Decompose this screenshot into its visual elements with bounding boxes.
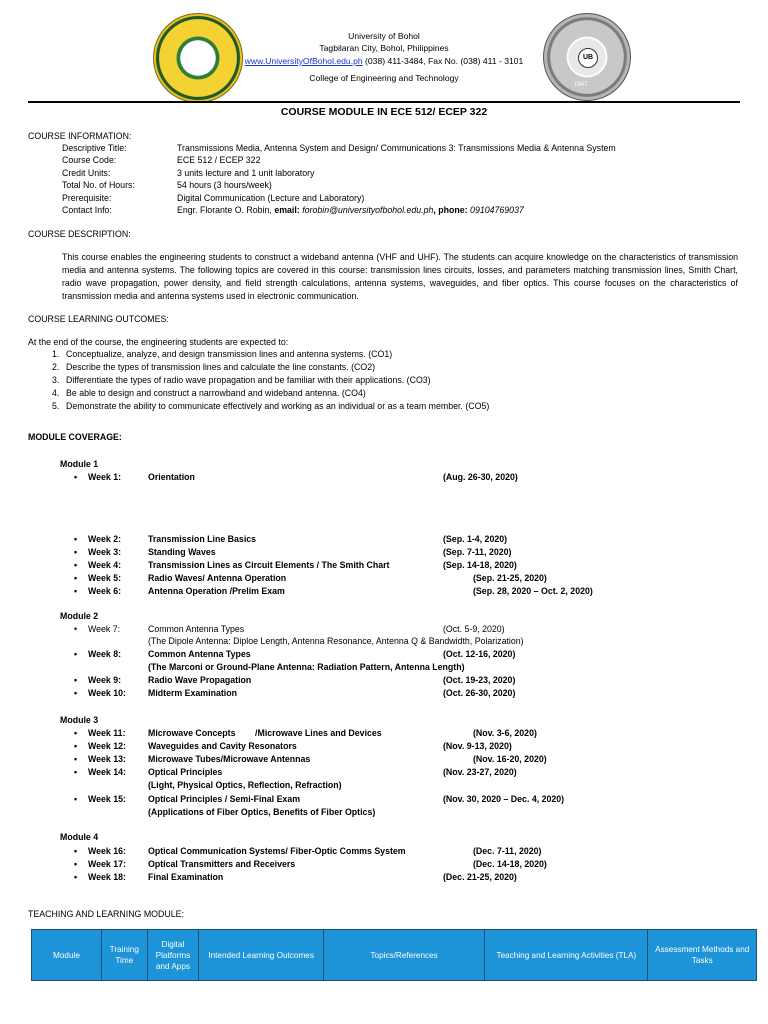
info-value: Transmissions Media, Antenna System and Design/ Communications 3: Transmissions Media & Antenna System [177, 143, 616, 153]
column-header: Training Time [101, 930, 147, 981]
course-description-text: This course enables the engineering students to construct a wideband antenna (VHF and UHF). The students can acquire knowledge on the characteristics of transmission media and antenna systems. The following topics are covered in this course: transmission lines circuits, losses, and parameters matching transmission lines, Smith Chart, radio wave propagation, power density, and field strength calculations, antenna systems, waveguides, and fiber optics. This course focuses on the characteristics of transmission media and antenna systems used in electronic communication. [62, 252, 738, 301]
week-topic: Optical Transmitters and Receivers [148, 859, 296, 869]
week-topic: Radio Wave Propagation [148, 675, 252, 685]
week-label: Week 15: [88, 794, 126, 804]
column-header: Assessment Methods and Tasks [648, 930, 757, 981]
bullet: • [74, 547, 78, 557]
week-label: Week 1: [88, 472, 122, 482]
bullet: • [74, 649, 78, 659]
week-date: (Sep. 7-11, 2020) [443, 547, 512, 557]
week-topic: Common Antenna Types [148, 624, 245, 634]
week-label: Week 8: [88, 649, 122, 659]
bullet: • [74, 872, 78, 882]
module-label: Module 3 [60, 715, 99, 725]
outcome-text: Describe the types of transmission lines and calculate the line constants. (CO2) [66, 362, 376, 372]
bullet: • [74, 846, 78, 856]
contact-value [177, 204, 524, 217]
week-label: Week 3: [88, 547, 122, 557]
outcome-item [52, 348, 752, 361]
week-topic: Optical Communication Systems/ Fiber-Optic Comms System [148, 846, 406, 856]
week-subtopic: (The Dipole Antenna: Diploe Length, Antenna Resonance, Antenna Q & Bandwidth, Polarization) [148, 636, 524, 646]
bullet: • [74, 534, 78, 544]
outcome-text: Conceptualize, analyze, and design transmission lines and antenna systems. (CO1) [66, 349, 393, 359]
week-topic: Transmission Line Basics [148, 534, 257, 544]
contact-line [0, 55, 768, 67]
week-label: Week 17: [88, 859, 126, 869]
week-date: (Sep. 1-4, 2020) [443, 534, 508, 544]
week-subtopic: (The Marconi or Ground-Plane Antenna: Radiation Pattern, Antenna Length) [148, 662, 465, 672]
phone-numbers: (038) 411-3484, Fax No. (038) 411 - 3101 [362, 55, 524, 66]
column-header: Topics/References [324, 930, 485, 981]
learning-outcomes-intro: At the end of the course, the engineering students are expected to: [28, 337, 289, 347]
week-label: Week 5: [88, 573, 122, 583]
bullet: • [74, 767, 78, 777]
week-topic: Transmission Lines as Circuit Elements / The Smith Chart [148, 560, 390, 570]
info-value: Digital Communication (Lecture and Laboratory) [177, 192, 365, 203]
bullet: • [74, 794, 78, 804]
week-date: (Dec. 14-18, 2020) [473, 859, 547, 869]
header-divider [28, 101, 740, 103]
phone-label: , phone: [433, 205, 471, 215]
info-key: Credit Units: [62, 167, 111, 178]
week-date: (Sep. 14-18, 2020) [443, 560, 517, 570]
bullet: • [74, 741, 78, 751]
week-topic: Microwave Concepts /Microwave Lines and Devices [148, 728, 382, 738]
info-value: 54 hours (3 hours/week) [177, 180, 272, 191]
table-header-row [32, 930, 757, 981]
university-address: Tagbilaran City, Bohol, Philippines [319, 43, 449, 54]
info-key: Contact Info: [62, 205, 112, 215]
info-key: Total No. of Hours: [62, 180, 135, 191]
week-label: Week 6: [88, 586, 122, 596]
seal-ub-text: UB [578, 48, 598, 68]
week-date: (Nov. 3-6, 2020) [473, 728, 537, 738]
outcome-number: 4. [52, 388, 60, 398]
info-key: Prerequisite: [62, 192, 112, 203]
week-topic: Optical Principles [148, 767, 223, 777]
college-name: College of Engineering and Technology [309, 73, 459, 84]
week-topic: Antenna Operation /Prelim Exam [148, 586, 285, 596]
week-subtopic: (Light, Physical Optics, Reflection, Refraction) [148, 780, 342, 790]
bullet: • [74, 675, 78, 685]
email-label: email: [274, 205, 303, 215]
week-date: (Nov. 23-27, 2020) [443, 767, 517, 777]
contact-name: Engr. Florante O. Robin, [177, 205, 275, 215]
week-topic: Standing Waves [148, 547, 216, 557]
outcome-item [52, 400, 752, 413]
outcome-item [52, 387, 752, 400]
outcome-text: Be able to design and construct a narrowband and wideband antenna. (CO4) [66, 388, 366, 398]
week-date: (Nov. 16-20, 2020) [473, 754, 547, 764]
week-date: (Aug. 26-30, 2020) [443, 472, 518, 482]
page-title: COURSE MODULE IN ECE 512/ ECEP 322 [280, 106, 488, 118]
week-label: Week 2: [88, 534, 122, 544]
outcome-text: Demonstrate the ability to communicate effectively and working as an individual or as a team member. (CO5) [66, 401, 490, 411]
week-topic: Midterm Examination [148, 688, 237, 698]
module-label: Module 2 [60, 611, 99, 621]
week-topic: Orientation [148, 472, 195, 482]
week-label: Week 10: [88, 688, 126, 698]
week-label: Week 14: [88, 767, 126, 777]
outcome-item [52, 374, 752, 387]
bullet: • [74, 586, 78, 596]
column-header: Module [32, 930, 102, 981]
week-label: Week 7: [88, 624, 121, 634]
week-date: (Nov. 30, 2020 – Dec. 4, 2020) [443, 794, 565, 804]
learning-outcomes-list [52, 348, 752, 413]
info-key: Descriptive Title: [62, 143, 127, 153]
week-label: Week 4: [88, 560, 122, 570]
week-label: Week 12: [88, 741, 126, 751]
week-date: (Oct. 26-30, 2020) [443, 688, 516, 698]
contact-phone: 09104769037 [470, 205, 524, 215]
column-header: Digital Platforms and Apps [147, 930, 199, 981]
week-date: (Sep. 21-25, 2020) [473, 573, 547, 583]
university-name: University of Bohol [348, 31, 420, 41]
week-date: (Nov. 9-13, 2020) [443, 741, 512, 751]
course-info-heading: COURSE INFORMATION: [28, 131, 132, 141]
bullet: • [74, 728, 78, 738]
week-label: Week 11: [88, 728, 126, 738]
module-label: Module 4 [60, 832, 99, 842]
week-topic: Optical Principles / Semi-Final Exam [148, 794, 301, 804]
letterhead [0, 30, 768, 85]
week-date: (Dec. 7-11, 2020) [473, 846, 542, 856]
week-topic: Microwave Tubes/Microwave Antennas [148, 754, 311, 764]
week-label: Week 18: [88, 872, 126, 882]
week-date: (Sep. 28, 2020 – Oct. 2, 2020) [473, 586, 593, 596]
info-value: 3 units lecture and 1 unit laboratory [177, 167, 315, 178]
seal-year-text: 1947 [574, 82, 588, 88]
week-subtopic: (Applications of Fiber Optics, Benefits of Fiber Optics) [148, 807, 376, 817]
outcome-number: 2. [52, 362, 60, 372]
bullet: • [74, 624, 78, 634]
week-label: Week 16: [88, 846, 126, 856]
bullet: • [74, 560, 78, 570]
week-topic: Final Examination [148, 872, 224, 882]
outcome-number: 1. [52, 349, 60, 359]
week-date: (Oct. 12-16, 2020) [443, 649, 516, 659]
bullet: • [74, 573, 78, 583]
week-date: (Dec. 21-25, 2020) [443, 872, 517, 882]
info-key: Course Code: [62, 155, 117, 166]
bullet: • [74, 754, 78, 764]
bullet: • [74, 859, 78, 869]
week-label: Week 13: [88, 754, 126, 764]
teaching-module-table [31, 929, 757, 981]
module-label: Module 1 [60, 459, 99, 469]
week-topic: Radio Waves/ Antenna Operation [148, 573, 287, 583]
outcome-text: Differentiate the types of radio wave propagation and be familiar with their applications. (CO3) [66, 375, 431, 385]
learning-outcomes-heading: COURSE LEARNING OUTCOMES: [28, 314, 169, 324]
column-header: Teaching and Learning Activities (TLA) [485, 930, 648, 981]
bullet: • [74, 688, 78, 698]
week-date: (Oct. 5-9, 2020) [443, 624, 505, 634]
outcome-item [52, 361, 752, 374]
week-date: (Oct. 19-23, 2020) [443, 675, 516, 685]
module-coverage-heading: MODULE COVERAGE: [28, 432, 122, 442]
course-description-heading: COURSE DESCRIPTION: [28, 229, 131, 239]
week-topic: Common Antenna Types [148, 649, 251, 659]
info-value: ECE 512 / ECEP 322 [177, 155, 261, 166]
week-label: Week 9: [88, 675, 122, 685]
website-link[interactable]: www.UniversityOfBohol.edu.ph [244, 55, 363, 66]
teaching-module-heading: TEACHING AND LEARNING MODULE: [28, 909, 184, 919]
outcome-number: 5. [52, 401, 60, 411]
week-topic: Waveguides and Cavity Resonators [148, 741, 297, 751]
column-header: Intended Learning Outcomes [199, 930, 324, 981]
contact-email: forobin@universityofbohol.edu.ph [302, 205, 434, 215]
outcome-number: 3. [52, 375, 60, 385]
bullet: • [74, 472, 78, 482]
